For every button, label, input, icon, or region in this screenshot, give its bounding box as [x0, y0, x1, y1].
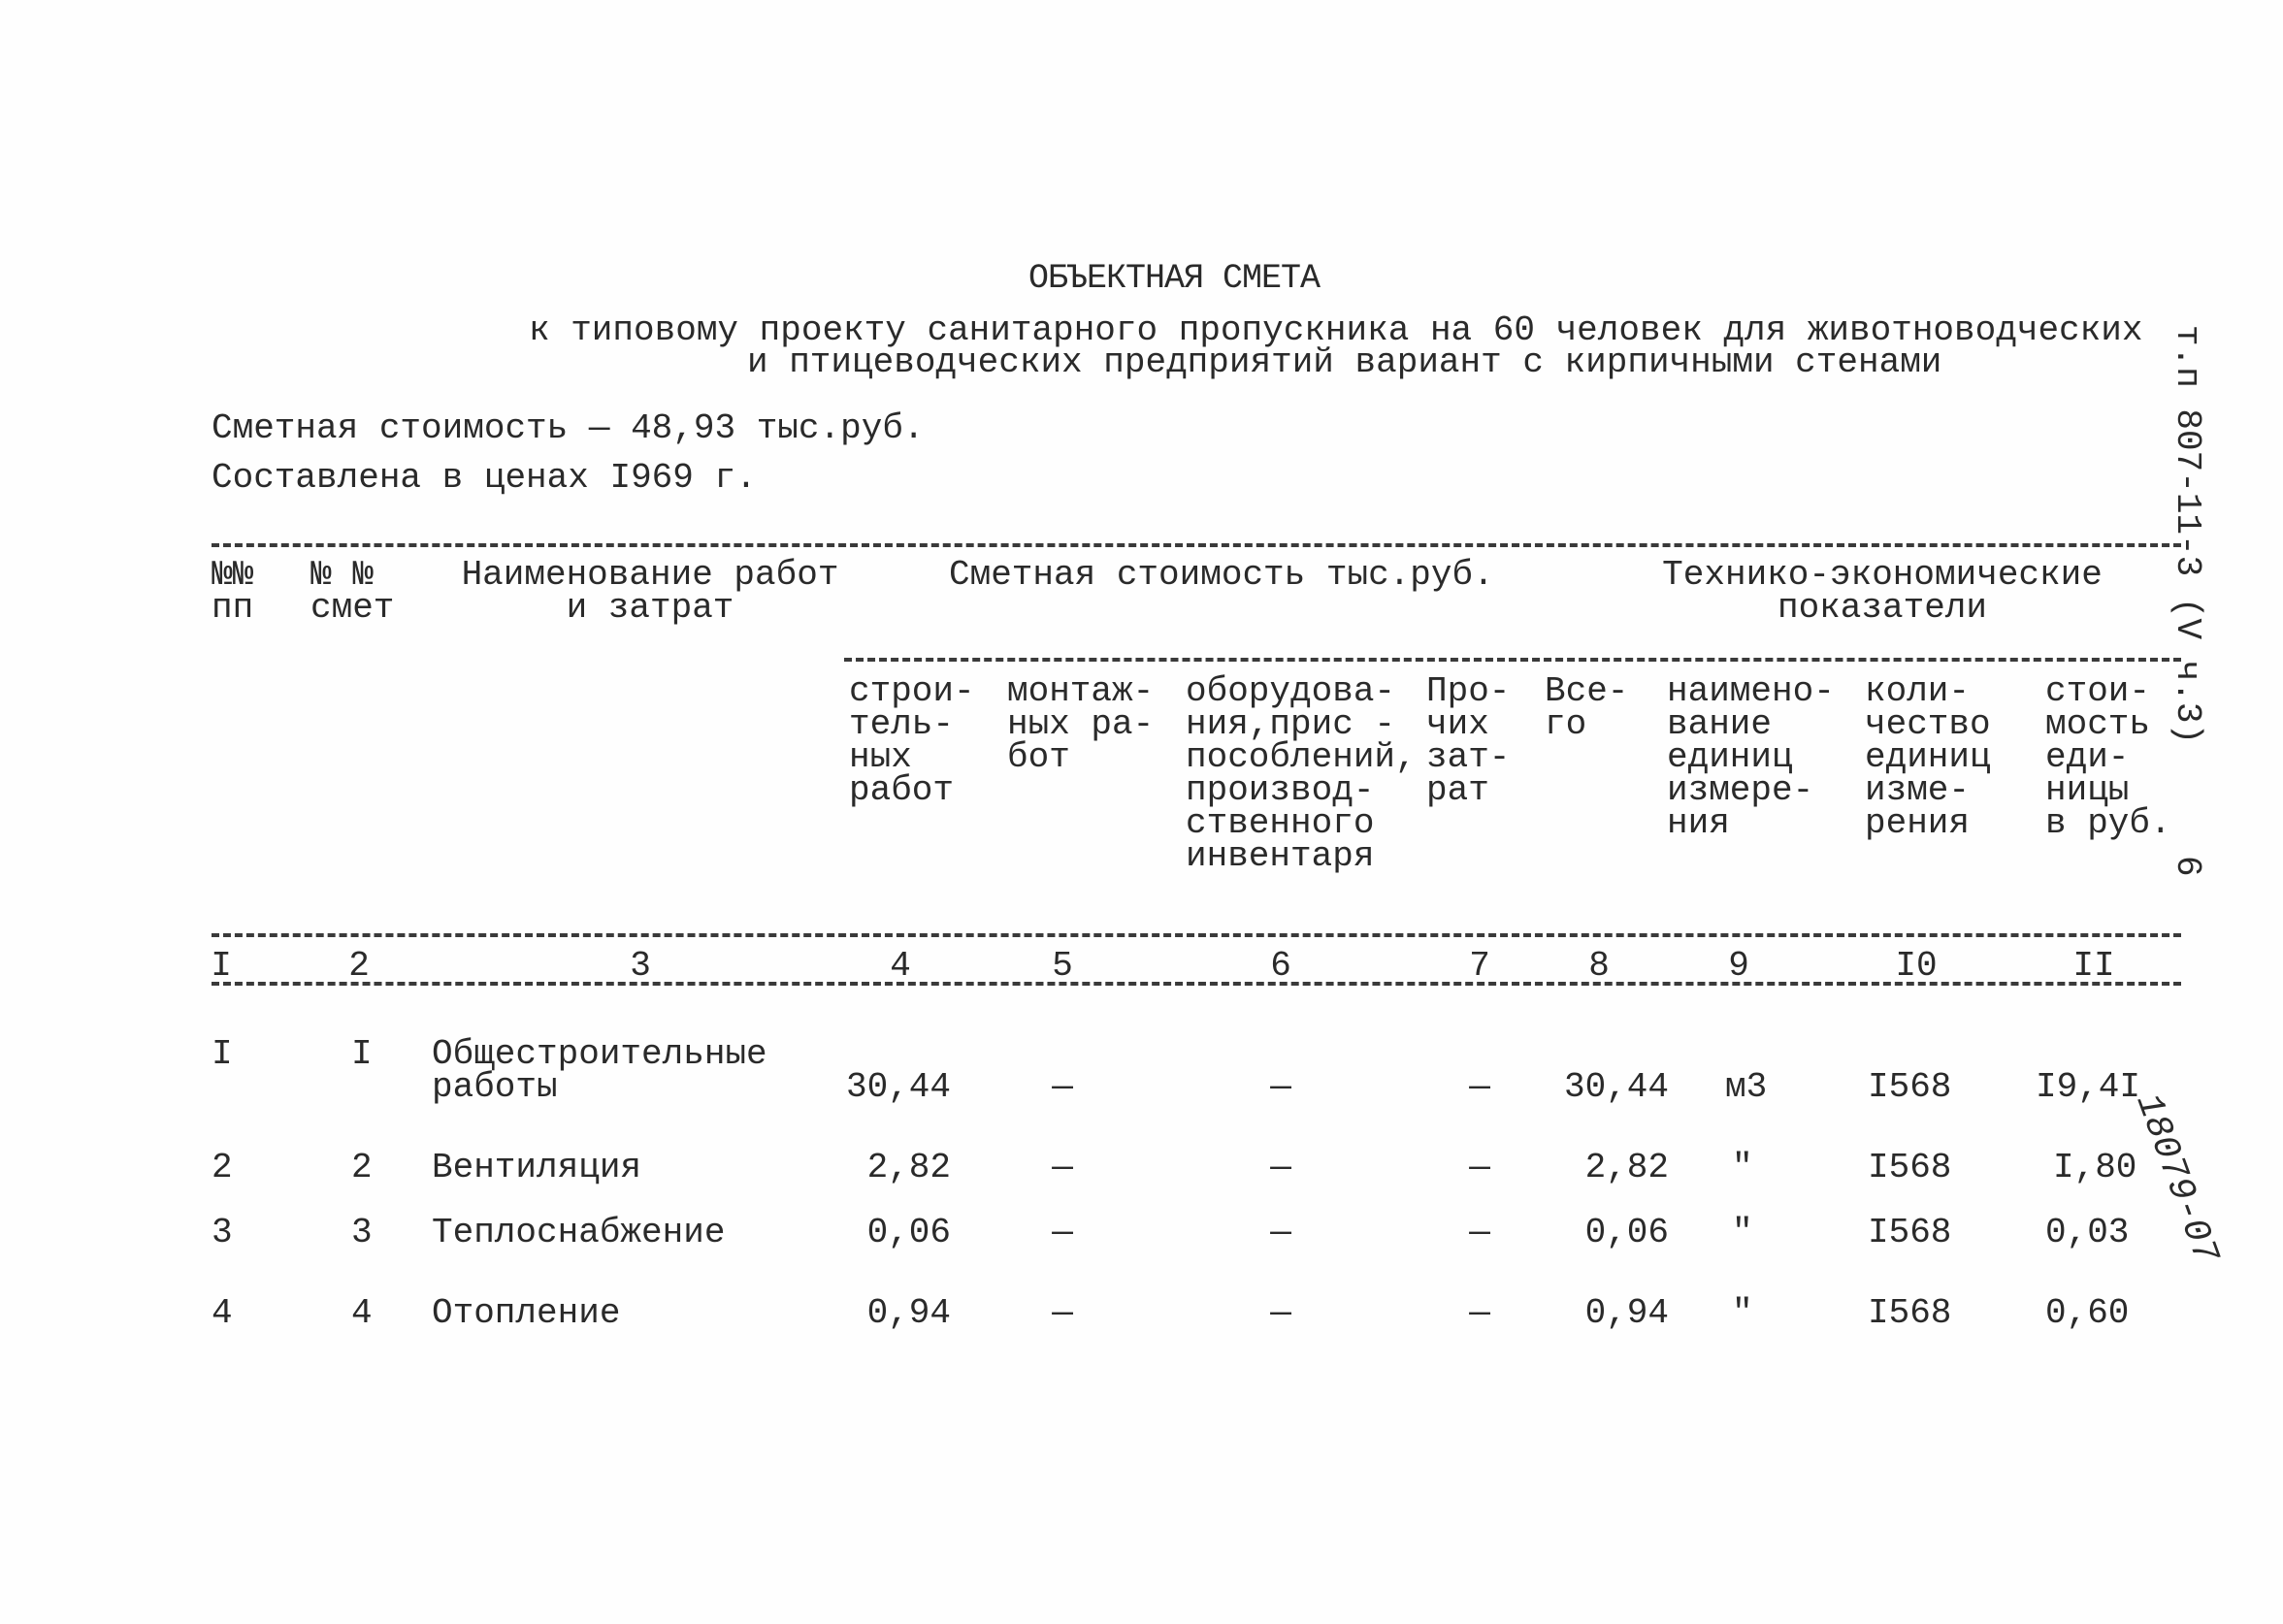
row-work-name: Отопление — [432, 1293, 621, 1333]
column-number-3: 3 — [630, 946, 651, 986]
row-number: 2 — [212, 1148, 233, 1187]
column-header-1: №№ пп — [212, 555, 254, 628]
row-unit-quantity: I568 — [1868, 1148, 1952, 1187]
column-number-8: 8 — [1588, 946, 1610, 986]
row-other-cost: — — [1469, 1067, 1490, 1107]
row-number: 4 — [212, 1293, 233, 1333]
row-unit-price: 0,03 — [2045, 1213, 2130, 1252]
row-total-cost: 30,44 — [1563, 1067, 1669, 1107]
row-construction-cost: 2,82 — [866, 1148, 951, 1187]
row-other-cost: — — [1469, 1293, 1490, 1333]
column-number-5: 5 — [1052, 946, 1073, 986]
project-code-vertical: т.п 807-11-3 (V ч.3) — [2168, 325, 2207, 745]
column-number-7: 7 — [1469, 946, 1490, 986]
column-numbers-rule — [212, 982, 2181, 986]
estimated-cost-line: Сметная стоимость — 48,93 тыс.руб. — [212, 408, 925, 448]
row-work-name: Вентиляция — [432, 1148, 642, 1187]
archive-stamp-vertical: 18079-07 — [2126, 1088, 2227, 1270]
tech-group-header: Технико-экономические показатели — [1662, 555, 2103, 628]
row-smeta-number: I — [351, 1034, 373, 1074]
column-header-7: Про- чих зат- рат — [1426, 671, 1511, 810]
column-header-8: Все- го — [1545, 671, 1629, 744]
row-unit-quantity: I568 — [1868, 1213, 1952, 1252]
column-header-3: Наименование работ и затрат — [461, 555, 839, 628]
row-work-name: Общестроительные работы — [432, 1034, 767, 1107]
row-number: 3 — [212, 1213, 233, 1252]
table-top-rule — [212, 543, 2181, 547]
row-equipment-cost: — — [1270, 1293, 1291, 1333]
row-smeta-number: 3 — [351, 1213, 373, 1252]
row-construction-cost: 0,94 — [866, 1293, 951, 1333]
row-unit-name: " — [1732, 1213, 1753, 1252]
row-equipment-cost: — — [1270, 1148, 1291, 1187]
row-other-cost: — — [1469, 1213, 1490, 1252]
column-number-10: I0 — [1895, 946, 1938, 986]
row-unit-price: 0,60 — [2045, 1293, 2130, 1333]
row-total-cost: 0,06 — [1584, 1213, 1669, 1252]
row-work-name: Теплоснабжение — [432, 1213, 726, 1252]
cost-group-rule — [844, 658, 2181, 662]
row-unit-price: I9,4I — [2036, 1067, 2141, 1107]
row-unit-quantity: I568 — [1868, 1293, 1952, 1333]
row-total-cost: 2,82 — [1584, 1148, 1669, 1187]
column-header-11: стои- мость еди- ницы в руб. — [2045, 671, 2171, 843]
row-unit-name: " — [1732, 1293, 1753, 1333]
row-construction-cost: 30,44 — [845, 1067, 951, 1107]
column-header-2: № № смет — [310, 555, 395, 628]
row-mounting-cost: — — [1052, 1148, 1073, 1187]
prices-year-line: Составлена в ценах I969 г. — [212, 458, 757, 498]
row-smeta-number: 4 — [351, 1293, 373, 1333]
column-number-1: I — [211, 946, 232, 986]
row-unit-name: " — [1732, 1148, 1753, 1187]
column-header-6: оборудова- ния,прис - пособлений, производ- ственного инвентаря — [1186, 671, 1417, 876]
cost-group-header: Сметная стоимость тыс.руб. — [949, 555, 1494, 595]
document-subtitle-line-1: к типовому проекту санитарного пропускника на 60 человек для животноводческих — [529, 310, 2143, 350]
column-header-9: наимено- вание единиц измере- ния — [1667, 671, 1835, 843]
row-smeta-number: 2 — [351, 1148, 373, 1187]
row-total-cost: 0,94 — [1584, 1293, 1669, 1333]
row-other-cost: — — [1469, 1148, 1490, 1187]
column-number-11: II — [2072, 946, 2115, 986]
header-bottom-rule — [212, 933, 2181, 937]
row-mounting-cost: — — [1052, 1213, 1073, 1252]
page-number-vertical: 6 — [2168, 856, 2207, 877]
document-subtitle-line-2: и птицеводческих предприятий вариант с кирпичными стенами — [747, 342, 1942, 382]
column-number-4: 4 — [890, 946, 911, 986]
column-number-6: 6 — [1270, 946, 1291, 986]
column-header-5: монтаж- ных ра- бот — [1007, 671, 1155, 777]
row-number: I — [212, 1034, 233, 1074]
document-title: ОБЪЕКТНАЯ СМЕТА — [1028, 259, 1321, 298]
column-header-4: строи- тель- ных работ — [849, 671, 975, 810]
column-number-9: 9 — [1728, 946, 1749, 986]
row-equipment-cost: — — [1270, 1067, 1291, 1107]
column-header-10: коли- чество единиц изме- рения — [1865, 671, 1991, 843]
row-mounting-cost: — — [1052, 1067, 1073, 1107]
row-unit-price: I,80 — [2053, 1148, 2137, 1187]
row-unit-quantity: I568 — [1868, 1067, 1952, 1107]
row-unit-name: м3 — [1725, 1067, 1768, 1107]
row-equipment-cost: — — [1270, 1213, 1291, 1252]
column-number-2: 2 — [348, 946, 370, 986]
row-mounting-cost: — — [1052, 1293, 1073, 1333]
row-construction-cost: 0,06 — [866, 1213, 951, 1252]
